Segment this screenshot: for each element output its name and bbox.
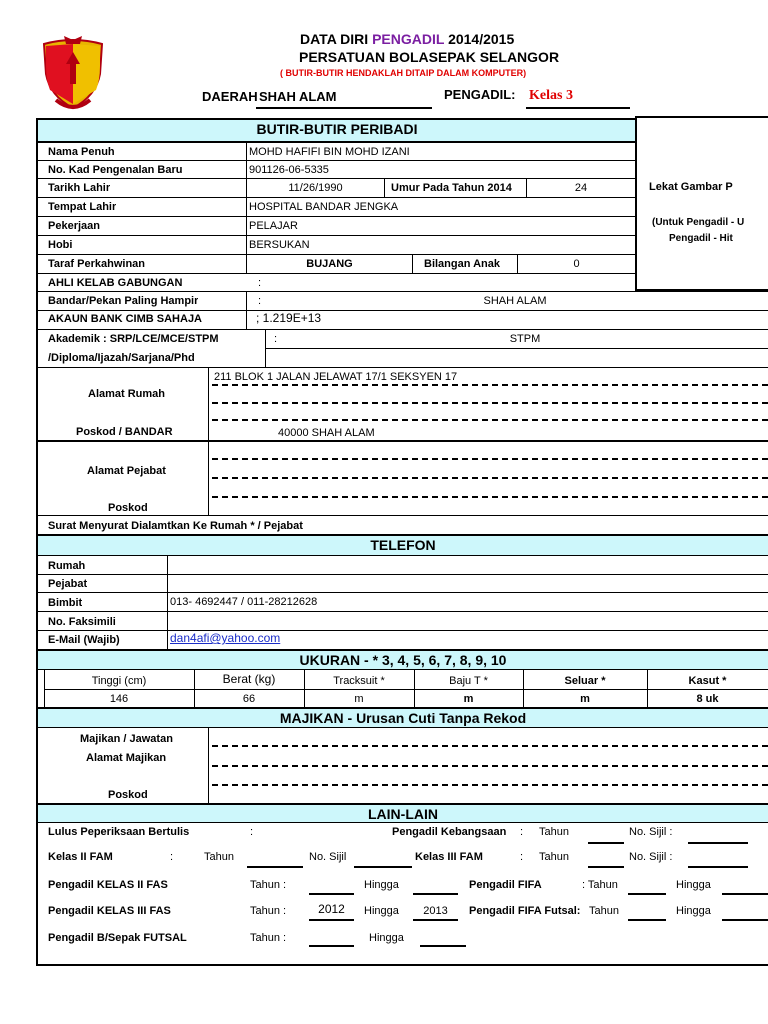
lulus-colon: : bbox=[250, 826, 254, 838]
kebangsaan-sijil-label: No. Sijil : bbox=[629, 826, 673, 838]
photo-note-1: (Untuk Pengadil - U bbox=[652, 217, 745, 228]
ukuran-header-tinggi: Tinggi (cm) bbox=[91, 675, 147, 687]
fifa-label: Pengadil FIFA bbox=[469, 879, 542, 891]
ic-field[interactable]: 901126-06-5335 bbox=[249, 164, 329, 176]
personal-section-heading: BUTIR-BUTIR PERIBADI bbox=[38, 118, 636, 142]
ukuran-baju-field[interactable]: m bbox=[463, 693, 474, 705]
bandar-label: Bandar/Pekan Paling Hampir bbox=[48, 295, 199, 307]
email-label: E-Mail (Wajib) bbox=[48, 634, 120, 646]
futsal-label: Pengadil B/Sepak FUTSAL bbox=[48, 932, 187, 944]
kelas2fas-tahun-label: Tahun : bbox=[250, 879, 287, 891]
tel-bimbit-label: Bimbit bbox=[48, 597, 83, 609]
alamat-majikan-label: Alamat Majikan bbox=[86, 752, 167, 764]
pengadil-class-value: Kelas 3 bbox=[529, 88, 573, 103]
taraf-field[interactable]: BUJANG bbox=[306, 258, 353, 270]
kelas3fas-hingga-field[interactable]: 2013 bbox=[423, 905, 448, 917]
kelab-field[interactable]: : bbox=[258, 277, 262, 289]
lulus-label: Lulus Peperiksaan Bertulis bbox=[48, 826, 190, 838]
ukuran-berat-field[interactable]: 66 bbox=[242, 693, 256, 705]
futsal-tahun-label: Tahun : bbox=[250, 932, 287, 944]
akademik-label-2: /Diploma/Ijazah/Sarjana/Phd bbox=[48, 352, 195, 364]
ukuran-header-tracksuit: Tracksuit * bbox=[333, 675, 385, 687]
poskod-bandar-label: Poskod / BANDAR bbox=[76, 426, 173, 438]
kebangsaan-colon: : bbox=[520, 826, 524, 838]
form-note: ( BUTIR-BUTIR HENDAKLAH DITAIP DALAM KOMPUTER) bbox=[280, 68, 527, 78]
poskod-bandar-field[interactable]: 40000 SHAH ALAM bbox=[278, 427, 375, 439]
kelas3fas-hingga-label: Hingga bbox=[364, 905, 399, 917]
hobi-label: Hobi bbox=[48, 239, 73, 251]
rumah-address-label: Alamat Rumah bbox=[88, 388, 166, 400]
ukuran-header-seluar: Seluar * bbox=[564, 675, 606, 687]
nama-label: Nama Penuh bbox=[48, 146, 115, 158]
ukuran-header-berat: Berat (kg) bbox=[222, 672, 276, 686]
form-subtitle: PERSATUAN BOLASEPAK SELANGOR bbox=[299, 49, 560, 65]
photo-box bbox=[635, 116, 768, 291]
telefon-section-heading: TELEFON bbox=[38, 534, 768, 556]
kelas3fam-tahun-label: Tahun bbox=[539, 851, 569, 863]
ukuran-section-heading: UKURAN - * 3, 4, 5, 6, 7, 8, 9, 10 bbox=[38, 649, 768, 670]
pekerjaan-field[interactable]: PELAJAR bbox=[249, 220, 298, 232]
majikan-section-heading: MAJIKAN - Urusan Cuti Tanpa Rekod bbox=[38, 707, 768, 728]
ukuran-seluar-field[interactable]: m bbox=[580, 693, 590, 705]
tempat-field[interactable]: HOSPITAL BANDAR JENGKA bbox=[249, 201, 399, 213]
majikan-poskod-label: Poskod bbox=[108, 789, 148, 801]
ukuran-header-kasut: Kasut * bbox=[688, 675, 727, 687]
dob-field[interactable]: 11/26/1990 bbox=[288, 182, 343, 194]
futsal-fifa-tahun-label: Tahun bbox=[589, 905, 619, 917]
kelas2fas-label: Pengadil KELAS II FAS bbox=[48, 879, 168, 891]
futsal-fifa-hingga-label: Hingga bbox=[676, 905, 711, 917]
akademik-label-1: Akademik : SRP/LCE/MCE/STPM bbox=[48, 333, 219, 345]
umur-field[interactable]: 24 bbox=[574, 182, 588, 194]
umur-label: Umur Pada Tahun 2014 bbox=[391, 182, 512, 194]
title-highlight: PENGADIL bbox=[372, 31, 445, 47]
anak-field[interactable]: 0 bbox=[573, 258, 580, 270]
kelas3fas-label: Pengadil KELAS III FAS bbox=[48, 905, 171, 917]
majikan-jawatan-label: Majikan / Jawatan bbox=[80, 733, 173, 745]
email-link[interactable]: dan4afi@yahoo.com bbox=[170, 631, 281, 645]
bandar-field[interactable]: SHAH ALAM bbox=[483, 295, 547, 307]
kelas2fas-hingga-label: Hingga bbox=[364, 879, 399, 891]
kebangsaan-tahun-label: Tahun bbox=[539, 826, 569, 838]
surat-label: Surat Menyurat Dialamtkan Ke Rumah * / Pejabat bbox=[48, 520, 303, 532]
daerah-label: DAERAH bbox=[202, 89, 258, 104]
tel-bimbit-field[interactable]: 013- 4692447 / 011-28212628 bbox=[170, 596, 318, 608]
kelas2fam-tahun-label: Tahun bbox=[204, 851, 234, 863]
kelas3fas-tahun-label: Tahun : bbox=[250, 905, 287, 917]
pekerjaan-label: Pekerjaan bbox=[48, 220, 100, 232]
pengadil-label: PENGADIL: bbox=[444, 87, 516, 102]
daerah-value: SHAH ALAM bbox=[259, 89, 337, 104]
akaun-field[interactable]: ; 1.219E+13 bbox=[256, 311, 322, 325]
kelas3fam-sijil-label: No. Sijil : bbox=[629, 851, 673, 863]
kebangsaan-label: Pengadil Kebangsaan bbox=[392, 826, 507, 838]
nama-field[interactable]: MOHD HAFIFI BIN MOHD IZANI bbox=[249, 146, 410, 158]
ukuran-header-baju: Baju T * bbox=[449, 675, 488, 687]
anak-label: Bilangan Anak bbox=[424, 258, 500, 270]
akademik-colon: : bbox=[274, 333, 278, 345]
photo-title: Lekat Gambar P bbox=[649, 181, 733, 193]
akademik-field[interactable]: STPM bbox=[509, 333, 541, 345]
kelas2fam-colon: : bbox=[170, 851, 174, 863]
pejabat-address-label: Alamat Pejabat bbox=[87, 465, 166, 477]
ukuran-kasut-field[interactable]: 8 uk bbox=[696, 693, 719, 705]
kelas2fam-sijil-label: No. Sijil bbox=[309, 851, 347, 863]
taraf-label: Taraf Perkahwinan bbox=[48, 258, 145, 270]
futsal-fifa-label: Pengadil FIFA Futsal: bbox=[469, 905, 581, 917]
tel-rumah-label: Rumah bbox=[48, 560, 86, 572]
kelas2fam-label: Kelas II FAM bbox=[48, 851, 113, 863]
bandar-colon: : bbox=[258, 295, 262, 307]
ukuran-tracksuit-field[interactable]: m bbox=[354, 693, 364, 705]
tempat-label: Tempat Lahir bbox=[48, 201, 117, 213]
pejabat-poskod-label: Poskod bbox=[108, 502, 148, 514]
kelas3fam-label: Kelas III FAM bbox=[415, 851, 483, 863]
akaun-label: AKAUN BANK CIMB SAHAJA bbox=[48, 313, 202, 325]
fifa-tahun-label: : Tahun bbox=[582, 879, 618, 891]
tel-pejabat-label: Pejabat bbox=[48, 578, 88, 590]
rumah-address-field[interactable]: 211 BLOK 1 JALAN JELAWAT 17/1 SEKSYEN 17 bbox=[214, 371, 458, 383]
hobi-field[interactable]: BERSUKAN bbox=[249, 239, 310, 251]
photo-note-2: Pengadil - Hit bbox=[669, 233, 733, 244]
form-title: DATA DIRI PENGADIL 2014/2015 bbox=[300, 31, 515, 47]
futsal-hingga-label: Hingga bbox=[369, 932, 404, 944]
kelas3fas-tahun-field[interactable]: 2012 bbox=[318, 902, 345, 916]
fifa-hingga-label: Hingga bbox=[676, 879, 711, 891]
ukuran-tinggi-field[interactable]: 146 bbox=[109, 693, 129, 705]
selangor-crest-logo bbox=[36, 34, 110, 114]
faks-label: No. Faksimili bbox=[48, 616, 116, 628]
kelas3fam-colon: : bbox=[520, 851, 524, 863]
kelab-label: AHLI KELAB GABUNGAN bbox=[48, 277, 183, 289]
lain-section-heading: LAIN-LAIN bbox=[38, 803, 768, 823]
dob-label: Tarikh Lahir bbox=[48, 182, 111, 194]
ic-label: No. Kad Pengenalan Baru bbox=[48, 164, 183, 176]
